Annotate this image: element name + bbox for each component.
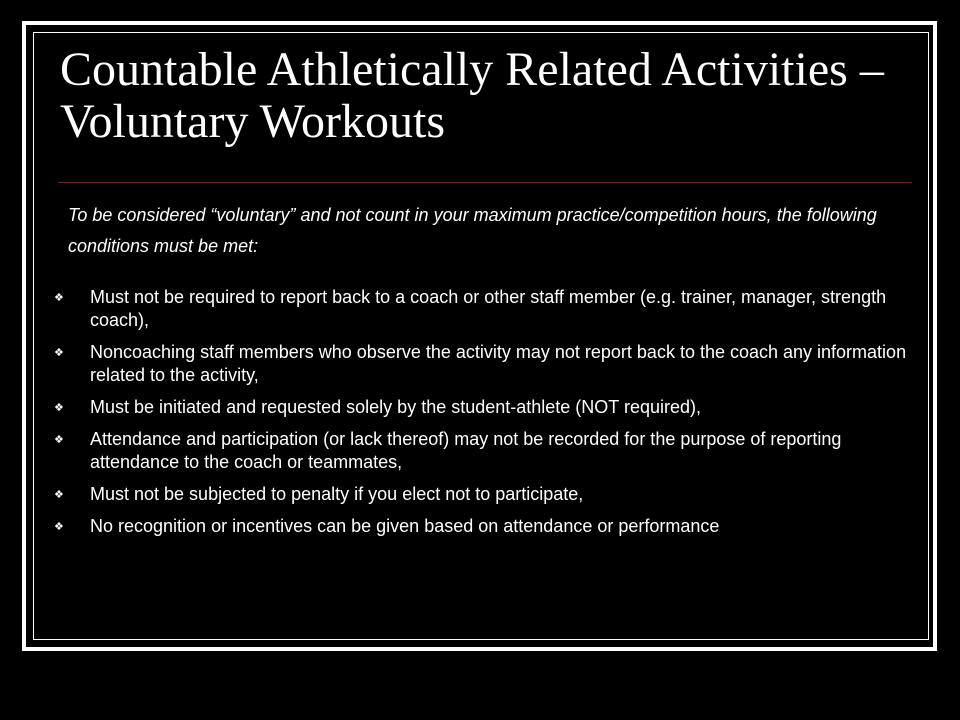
bullet-text: Must not be subjected to penalty if you elect not to participate, — [90, 484, 584, 504]
diamond-bullet-icon: ❖ — [54, 402, 64, 414]
bullet-text: Must not be required to report back to a coach or other staff member (e.g. trainer, manager, strength coach), — [90, 287, 887, 330]
list-item — [48, 341, 908, 387]
diamond-bullet-icon: ❖ — [54, 521, 64, 533]
list-item — [48, 515, 908, 538]
diamond-bullet-icon: ❖ — [54, 347, 64, 359]
list-item — [48, 483, 908, 506]
list-item — [48, 428, 908, 474]
diamond-bullet-icon: ❖ — [54, 489, 64, 501]
bullet-text: No recognition or incentives can be given based on attendance or performance — [90, 516, 720, 536]
conditions-list — [48, 286, 908, 547]
list-item — [48, 396, 908, 419]
slide-title: Countable Athletically Related Activities – Voluntary Workouts — [60, 43, 884, 148]
bullet-text: Must be initiated and requested solely by the student-athlete (NOT required), — [90, 397, 702, 417]
diamond-bullet-icon: ❖ — [54, 434, 64, 446]
intro-text: To be considered “voluntary” and not count in your maximum practice/competition hours, the following conditions must be met: — [68, 205, 877, 256]
bullet-text: Noncoaching staff members who observe the activity may not report back to the coach any information related to the activity, — [90, 342, 907, 385]
title-divider — [58, 182, 912, 183]
bullet-text: Attendance and participation (or lack thereof) may not be recorded for the purpose of reporting attendance to the coach or teammates, — [90, 429, 842, 472]
diamond-bullet-icon: ❖ — [54, 292, 64, 304]
list-item — [48, 286, 908, 332]
